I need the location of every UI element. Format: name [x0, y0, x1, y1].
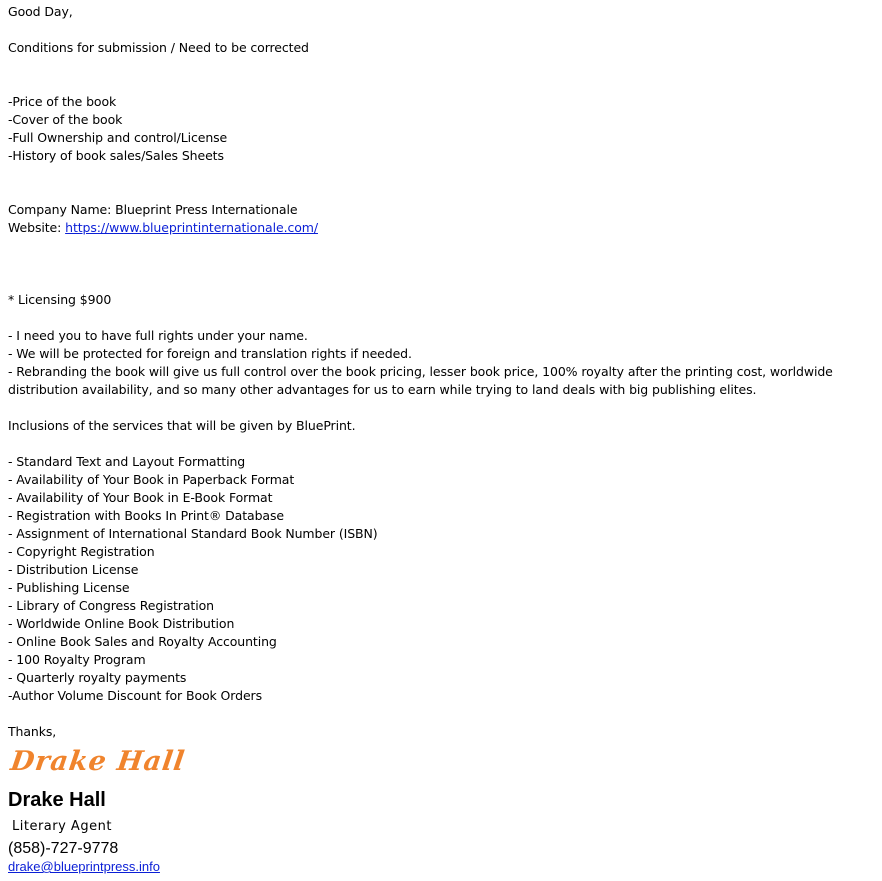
inclusion-item: - Availability of Your Book in E-Book Format [8, 490, 273, 505]
signature-phone: (858)-727-9778 [8, 840, 119, 857]
signature-title: Literary Agent [12, 819, 112, 834]
closing: Thanks, [8, 724, 57, 739]
greeting: Good Day, [8, 4, 73, 19]
signature-email-link[interactable]: drake@blueprintpress.info [8, 859, 160, 874]
conditions-item: -Full Ownership and control/License [8, 130, 228, 145]
conditions-item: -History of book sales/Sales Sheets [8, 148, 224, 163]
inclusions-heading: Inclusions of the services that will be given by BluePrint. [8, 418, 356, 433]
signature-script: Drake Hall [8, 746, 188, 777]
licensing-point: - We will be protected for foreign and translation rights if needed. [8, 346, 412, 361]
inclusion-item: - Quarterly royalty payments [8, 670, 187, 685]
website-link[interactable]: https://www.blueprintinternationale.com/ [65, 220, 318, 235]
signature-name: Drake Hall [8, 789, 106, 811]
signature-email-line [8, 858, 160, 875]
website-label: Website: [8, 220, 66, 235]
conditions-item: -Price of the book [8, 94, 117, 109]
website-line [8, 219, 318, 237]
inclusion-item: - Registration with Books In Print® Database [8, 508, 284, 523]
company-name: Company Name: Blueprint Press Internationale [8, 202, 298, 217]
licensing-point: - Rebranding the book will give us full control over the book pricing, lesser book price, 100% royalty after the printing cost, worldwide distribution availability, and so many other advantages for us to earn while trying to land deals with big publishing elites. [8, 364, 833, 397]
inclusion-item: - Library of Congress Registration [8, 598, 214, 613]
inclusion-item: - Publishing License [8, 580, 130, 595]
inclusion-item: - Standard Text and Layout Formatting [8, 454, 246, 469]
inclusion-item: - Assignment of International Standard Book Number (ISBN) [8, 526, 378, 541]
licensing-point: - I need you to have full rights under your name. [8, 328, 308, 343]
conditions-heading: Conditions for submission / Need to be corrected [8, 40, 309, 55]
inclusion-item: - Availability of Your Book in Paperback Format [8, 472, 295, 487]
conditions-item: -Cover of the book [8, 112, 123, 127]
inclusion-item: - Worldwide Online Book Distribution [8, 616, 235, 631]
inclusion-item: -Author Volume Discount for Book Orders [8, 688, 262, 703]
licensing-heading: * Licensing $900 [8, 292, 112, 307]
inclusion-item: - Copyright Registration [8, 544, 155, 559]
inclusion-item: - Online Book Sales and Royalty Accounting [8, 634, 277, 649]
inclusion-item: - Distribution License [8, 562, 139, 577]
inclusion-item: - 100 Royalty Program [8, 652, 146, 667]
